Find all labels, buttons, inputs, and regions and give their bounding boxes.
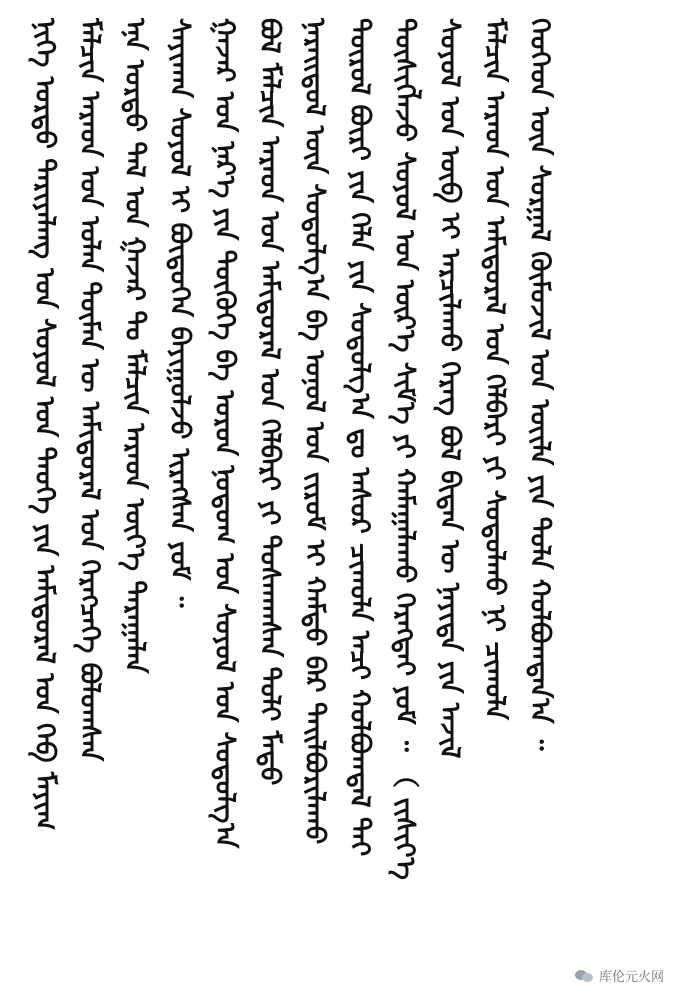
text-column: ᠲᠦᠰᠢᠭᠯᠡᠵᠦ ᠰᠣᠶᠣᠯ ᠤᠨ ᠦᠷ᠎ᠡ ᠰᠢᠮ᠎ᠡ ᠶᠢ ᠬᠠᠮᠠᠭᠠᠯᠠᠬᠤ ᠬᠡᠷᠡᠭᠲᠡᠢ ᠶᠤᠮ ᠃ （ ᠵᠢᠱᠢᠶ᠎ᠡ: [389, 18, 420, 880]
text-column: ᠮᠠᠯᠴᠢᠨ ᠠᠷᠠᠳ ᠤᠨ ᠣᠯᠠᠨ ᠲᠦᠮᠡᠨ ᠦ ᠠᠮᠢᠳᠤᠷᠠᠯ ᠤᠨ ᠬᠡᠷᠡᠭᠴᠡᠭᠡ ᠪᠣᠯᠤᠭᠰᠠᠨ: [74, 18, 105, 762]
text-column: ᠪᠣᠯ ᠮᠠᠯᠴᠢᠨ ᠠᠷᠠᠳ ᠤᠨ ᠠᠮᠢᠳᠤᠷᠠᠯ ᠤᠨ ᠬᠡᠯᠪᠡᠷᠢ ᠶᠢ ᠲᠤᠰᠬᠠᠭᠰᠠᠨ ᠲᠣᠯᠢ ᠮᠡᠲᠦ: [254, 18, 285, 786]
text-column: ᠡᠨᠡ ᠤᠷᠲᠤ ᠲᠠᠯ ᠤᠨ ᠭᠠᠵᠠᠷ ᠲᠤ ᠮᠠᠯᠴᠢᠨ ᠠᠷᠠᠳ ᠦᠶ᠎ᠡ ᠳᠠᠷᠠᠭᠠᠯᠠᠨ: [119, 18, 150, 674]
source-watermark: [571, 964, 668, 987]
text-column: ᠨᠡᠷᠡᠢᠳᠦᠯ ᠦᠨ ᠰᠤᠳᠤᠯᠭ᠎ᠠ ᠪᠠ ᠣᠨᠣᠯ ᠤᠨ ᠵᠢᠷᠤᠮ ᠢ ᠬᠠᠮᠲᠤ ᠪᠠᠷ ᠲᠠᠢᠯᠪᠤᠷᠢᠯᠠᠬᠤ: [299, 18, 330, 845]
text-column: ᠲᠥᠷᠥᠯ ᠪᠦᠷᠢ ᠶᠢᠨ ᠬᠡᠯᠡ ᠶᠢᠨ ᠰᠤᠳᠤᠯᠭ᠎ᠠ ᠳᠤ ᠠᠰᠤᠷ ᠴᠢᠬᠤᠯᠠ ᠠᠴᠢ ᠬᠣᠯᠪᠣᠭᠳᠠᠯ ᠲᠠᠢ: [344, 18, 375, 857]
text-column: ᠰᠠᠶᠢᠬᠠᠨ ᠰᠣᠶᠣᠯ ᠢ ᠪᠦᠲᠦᠭᠡᠨ ᠪᠠᠶᠢᠭᠤᠯᠵᠤ ᠢᠷᠡᠭᠰᠡᠨ ᠶᠤᠮ ᠃: [164, 18, 195, 608]
text-column: ᠬᠡᠦᠬᠡᠳ ᠦᠨ ᠰᠤᠷᠭᠠᠯ ᠬᠦᠮᠦᠵᠢᠯ ᠤᠨ ᠦᠢᠯᠡ ᠶᠢᠨ ᠲᠤᠯᠠ ᠬᠣᠯᠪᠣᠭᠳᠠᠨ᠎ᠠ ᠃: [524, 18, 555, 751]
watermark-text: 库伦元火网: [598, 970, 664, 985]
mongolian-text-body: [22, 18, 672, 978]
text-column: ᠰᠣᠶᠣᠯ ᠤᠨ ᠦᠪ ᠢ ᠠᠷᠴᠢᠯᠠᠬᠤ ᠬᠡᠷᠡᠭ ᠪᠣᠯ ᠪᠢᠳᠡᠨ ᠦ ᠨᠡᠶᠢᠲᠡ ᠶᠢᠨ ᠠᠵᠢᠯ: [434, 18, 465, 759]
text-column: ᠭᠠᠵᠠᠷ ᠤᠨ ᠨᠡᠷ᠎ᠡ ᠶᠢᠨ ᠲᠦᠬᠦᠬᠡ ᠪᠠ ᠣᠷᠣᠨ ᠨᠤᠲᠤᠭ ᠤᠨ ᠰᠣᠶᠣᠯ ᠤᠨ ᠰᠤᠳᠤᠯᠭ᠎ᠠ: [209, 18, 240, 849]
text-column: ᠨᠢᠭᠡ ᠤᠷᠲᠤ ᠲᠠᠷᠢᠶᠠᠯᠠᠩ ᠤᠨ ᠰᠣᠶᠣᠯ ᠤᠨ ᠲᠡᠦᠬᠡ ᠶᠢᠨ ᠠᠮᠢᠳᠤᠷᠠᠯ ᠤᠨ ᠬᠡᠪ ᠮᠠᠶᠢᠭ: [29, 18, 60, 831]
text-column: ᠮᠠᠯᠴᠢᠨ ᠠᠷᠠᠳ ᠤᠨ ᠠᠮᠢᠳᠤᠷᠠᠯ ᠤᠨ ᠬᠡᠯᠪᠡᠷᠢ ᠶᠢ ᠰᠤᠳᠤᠯᠬᠤ ᠨᠢ ᠴᠢᠬᠤᠯᠠ: [479, 18, 510, 720]
wechat-icon: [575, 968, 593, 984]
